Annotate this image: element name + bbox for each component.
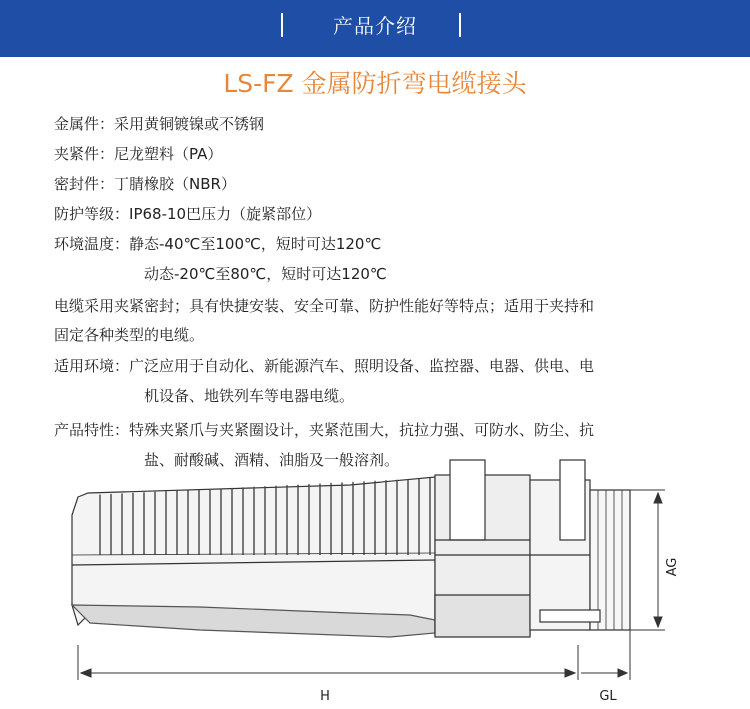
spec-label: 夹紧件： (54, 145, 115, 163)
dimension-gl (581, 630, 630, 680)
spec-label: 防护等级： (54, 205, 130, 223)
spec-value: 静态-40℃至100℃，短时可达120℃ (129, 235, 382, 253)
spec-row-seal (54, 174, 236, 194)
environment-text-1: 广泛应用于自动化、新能源汽车、照明设备、监控器、电器、供电、电 (129, 357, 595, 375)
description-line-2: 固定各种类型的电缆。 (54, 326, 205, 344)
connector-drawing (72, 460, 630, 637)
spec-label: 金属件： (54, 115, 115, 133)
spec-value: 尼龙塑料（PA） (114, 145, 223, 163)
description-line-1: 电缆采用夹紧密封；具有快捷安装、安全可靠、防护性能好等特点；适用于夹持和 (54, 297, 595, 315)
spec-row-clamp (54, 144, 222, 164)
spec-value: 丁腈橡胶（NBR） (114, 175, 236, 193)
dimension-h (78, 645, 578, 680)
features-row (54, 420, 594, 440)
dimension-h-label: H (320, 689, 330, 704)
header-divider-right (459, 13, 461, 37)
temperature-dynamic: 动态-20℃至80℃，短时可达120℃ (144, 265, 387, 283)
features-text-1: 特殊夹紧爪与夹紧圈设计，夹紧范围大，抗拉力强、可防水、防尘、抗 (129, 421, 595, 439)
dimension-gl-label: GL (599, 689, 617, 704)
section-header (0, 0, 750, 57)
dimension-ag (630, 490, 665, 630)
features-text-2: 盐、耐酸碱、酒精、油脂及一般溶剂。 (144, 451, 400, 469)
spec-value: IP68-10巴压力（旋紧部位） (129, 205, 322, 223)
product-title: LS-FZ 金属防折弯电缆接头 (223, 69, 527, 98)
connector-diagram (50, 455, 740, 709)
spec-row-protection (54, 204, 321, 224)
spec-label: 密封件： (54, 175, 115, 193)
section-title: 产品介绍 (333, 14, 417, 38)
spec-row-temperature (54, 234, 381, 254)
environment-label: 适用环境： (54, 357, 130, 375)
features-label: 产品特性： (54, 421, 130, 439)
dimension-ag-label: AG (665, 557, 680, 577)
environment-text-2: 机设备、地铁列车等电器电缆。 (144, 387, 355, 405)
spec-row-metal (54, 114, 264, 134)
spec-label: 环境温度： (54, 235, 130, 253)
environment-row (54, 356, 594, 376)
spec-value: 采用黄铜镀镍或不锈钢 (114, 115, 265, 133)
